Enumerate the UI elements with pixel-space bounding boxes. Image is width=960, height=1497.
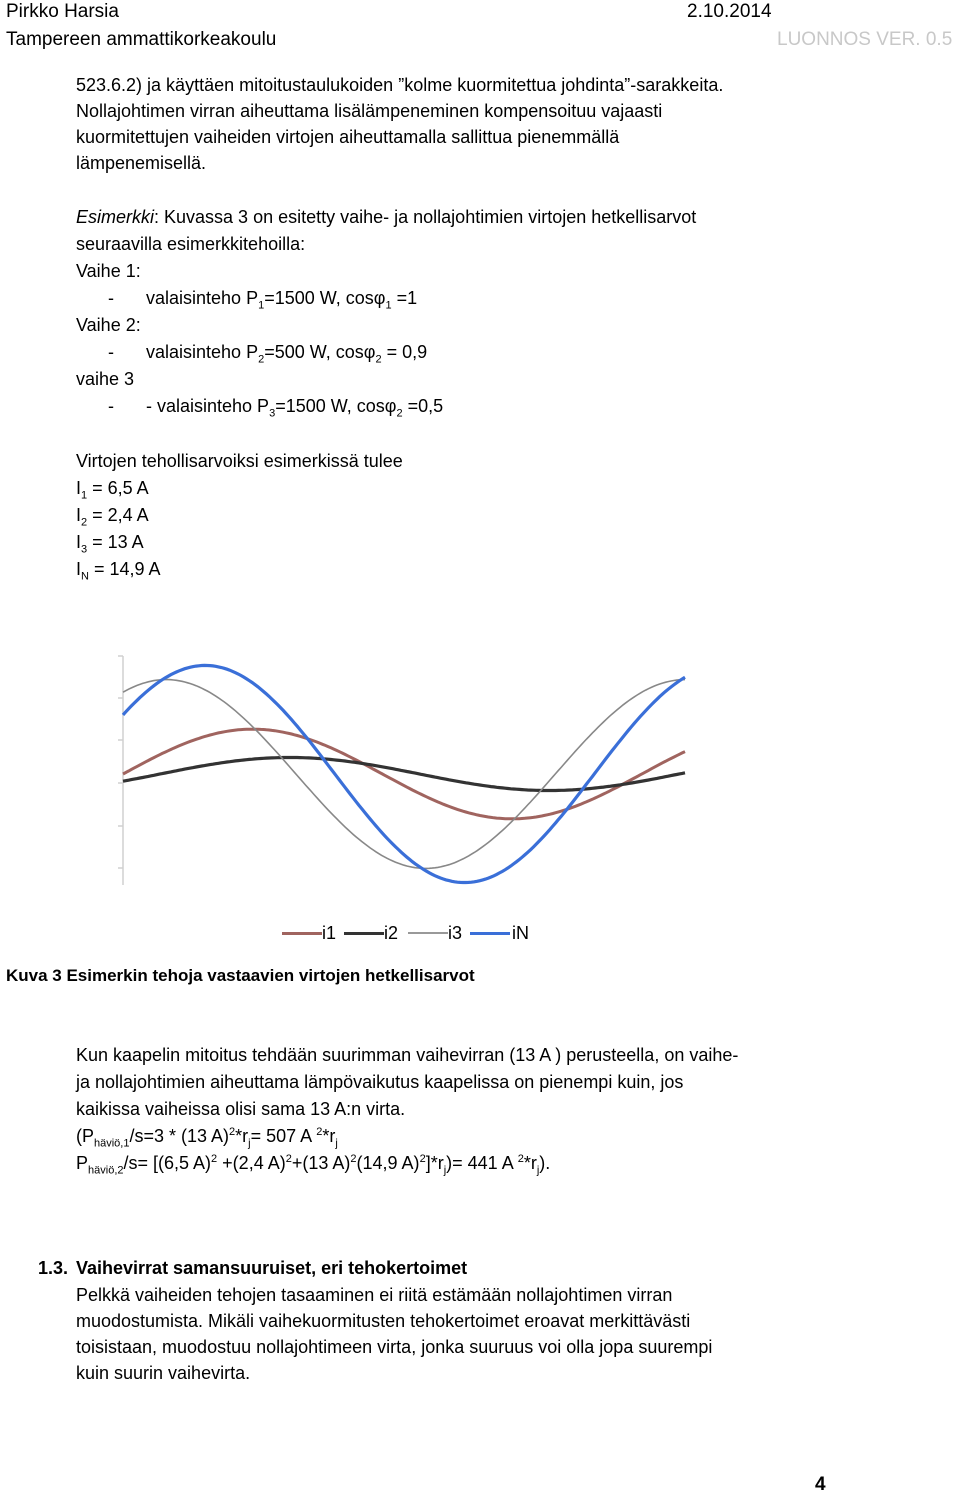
header-version: LUONNOS VER. 0.5 [777,29,953,50]
current-row-1: $I_1 = 6,5$ A [76,478,149,502]
example-line-1: Esimerkki: Kuvassa 3 on esitetty vaihe- ja nollajohtimien virtojen hetkellisarvot [76,207,697,227]
phase2-line: valaisinteho $P_2=500$ W, cosφ$_2$ = 0,9 [146,342,428,366]
phase3-line: - valaisinteho $P_3=1500$ W, cosφ$_2$ =0,5 [146,396,444,420]
formula-1: ($P_{häviö,1}/s=3 * (13$ $A)^2*r_j= 507$ A $^2*r_j$ [76,1126,338,1150]
section-line-3: toisistaan, muodostuu nollajohtimeen virta, jonka suuruus voi olla jopa suurempi [76,1337,713,1357]
figure-caption: Kuva 3 Esimerkin tehoja vastaavien virtojen hetkellisarvot [6,966,475,985]
phase2-dash: - [108,342,114,362]
series-line-i3 [123,680,685,869]
para2-line-3: kaikissa vaiheissa olisi sama 13 A:n virta. [76,1099,406,1119]
intro-line-2: Nollajohtimen virran aiheuttama lisälämpeneminen kompensoituu vajaasti [76,101,663,121]
series-line-i1 [123,729,685,819]
current-row-3: $I_3 = 13$ A [76,532,144,556]
example-line-2: seuraavilla esimerkkitehoilla: [76,234,306,254]
intro-line-3: kuormitettujen vaiheiden virtojen aiheuttamalla sallittua pienemmällä [76,127,620,147]
intro-line-1: 523.6.2) ja käyttäen mitoitustaulukoiden ”kolme kuormitettua johdinta”-sarakkeita. [76,75,724,95]
phase1-dash: - [108,288,114,308]
phase2-title: Vaihe 2: [76,315,141,335]
current-row-2: $I_2 = 2,4$ A [76,505,149,529]
legend-swatch-i3 [408,932,448,934]
legend-label-i3: i3 [448,923,463,943]
example-label: Esimerkki [76,207,155,227]
current-row-N: $I_N = 14,9$ A [76,559,161,583]
legend-swatch-i1 [282,932,322,935]
legend-label-i2: i2 [384,923,399,943]
phase3-title: vaihe 3 [76,369,135,389]
phase3-dash: - [108,396,114,416]
phase1-line: valaisinteho $P_1=1500$ W, cosφ$_1$ =1 [146,288,418,312]
intro-line-4: lämpenemisellä. [76,153,207,173]
section-title: Vaihevirrat samansuuruiset, eri tehokertoimet [76,1258,468,1278]
section-number: 1.3. [38,1258,69,1278]
header-date: 2.10.2014 [687,1,772,22]
legend-swatch-i2 [344,932,384,935]
series-line-iN [123,665,685,882]
section-line-4: kuin suurin vaihevirta. [76,1363,251,1383]
header-institution: Tampereen ammattikorkeakoulu [6,29,277,50]
para2-line-2: ja nollajohtimien aiheuttama lämpövaikutus kaapelissa on pienempi kuin, jos [76,1072,684,1092]
legend-label-i1: i1 [322,923,337,943]
formula-2: $P_{häviö,2}/s= [(6,5$ A)$^2$ +(2,4 A)$^2$+(13 A)$^2$(14,9 $A)^2]*r_j)= 441$ A $^2*r_j$). [76,1153,551,1177]
legend-label-iN: iN [512,923,529,943]
section-line-2: muodostumista. Mikäli vaihekuormitusten tehokertoimet eroavat merkittävästi [76,1311,691,1331]
legend-swatch-iN [470,932,510,935]
header-author: Pirkko Harsia [6,1,119,22]
current-waveform-chart [0,640,960,910]
currents-intro: Virtojen tehollisarvoiksi esimerkissä tulee [76,451,403,471]
phase1-title: Vaihe 1: [76,261,141,281]
page-number: 4 [815,1474,826,1495]
section-line-1: Pelkkä vaiheiden tehojen tasaaminen ei riitä estämään nollajohtimen virran [76,1285,673,1305]
para2-line-1: Kun kaapelin mitoitus tehdään suurimman vaihevirran (13 A ) perusteella, on vaihe- [76,1045,739,1065]
